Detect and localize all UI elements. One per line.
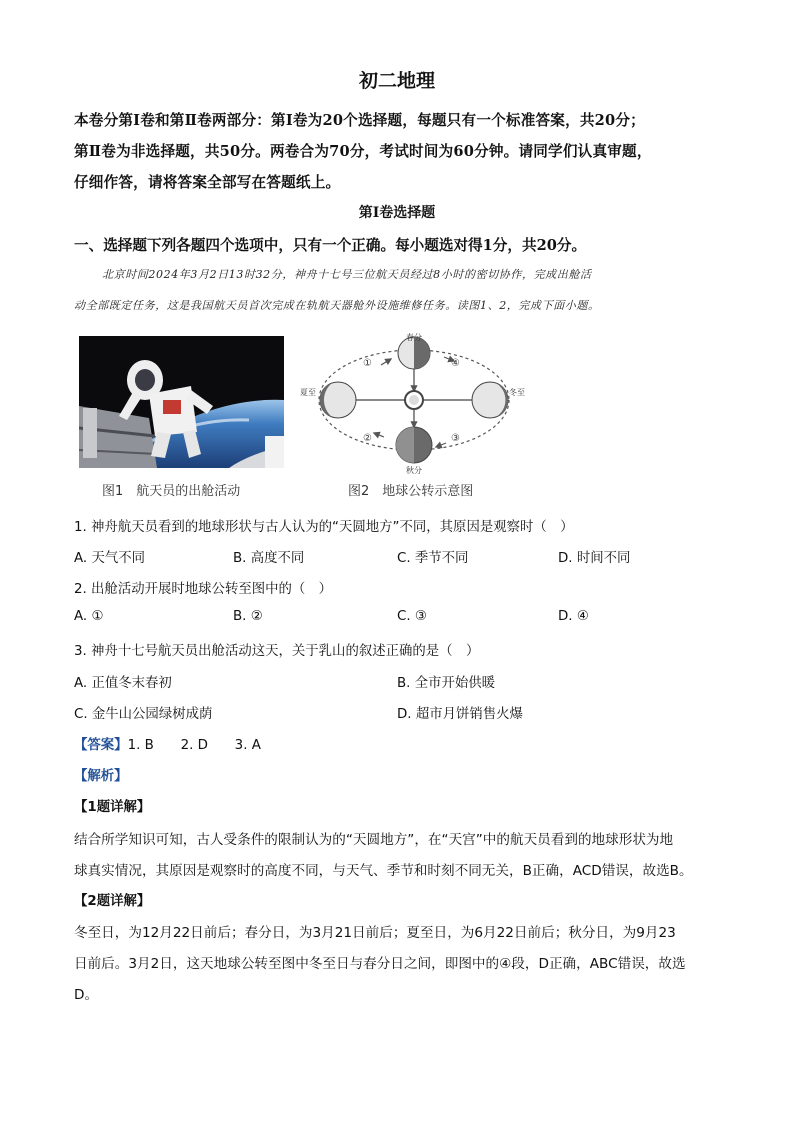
question-2-option-a[interactable]: A. ① [74,609,104,624]
orbit-diagram [296,333,530,475]
detail-2-line-2: 日前后。3月2日，这天地球公转至图中冬至日与春分日之间，即图中的④段，D正确，ABC错误，故选 [74,956,686,972]
answer-line [74,734,261,753]
answer-label: 【答案】 [74,738,128,753]
earth-winter [472,382,508,418]
label-autumn: 秋分 [406,466,422,475]
question-1-option-c[interactable]: C. 季节不同 [397,551,469,566]
astronaut-photo [79,336,284,468]
part-one-heading: 一、选择题下列各题四个选项中，只有一个正确。每小题选对得1分，共20分。 [74,237,587,254]
detail-1-line-1: 结合所学知识可知，古人受条件的限制认为的“天圆地方”，在“天宫”中的航天员看到的地球形状为地 [74,832,674,848]
question-1-option-b[interactable]: B. 高度不同 [233,551,305,566]
question-2-stem: 2. 出舱活动开展时地球公转至图中的（ ） [74,582,333,597]
label-spring: 春分 [406,333,422,342]
orbit-arrow-top-left [381,359,391,365]
question-1-option-d[interactable]: D. 时间不同 [558,551,631,566]
figure1-caption: 图1 航天员的出舱活动 [102,484,241,499]
detail-2-line-3: D。 [74,987,99,1003]
question-2-option-d[interactable]: D. ④ [558,609,589,624]
earth-autumn [396,427,432,463]
astronaut-illustration [79,336,284,468]
section-title: 第Ⅰ卷选择题 [358,205,436,221]
question-3-option-d[interactable]: D. 超市月饼销售火爆 [397,707,523,722]
orbit-arrow-bottom-left [374,433,384,437]
intro-line-3: 仔细作答，请将答案全部写在答题纸上。 [74,174,341,191]
segment-label-4: ④ [451,358,460,369]
figure2-caption: 图2 地球公转示意图 [348,484,474,499]
detail-1-line-2: 球真实情况，其原因是观察时的高度不同，与天气、季节和时刻不同无关，B正确，ACD错误，故选B。 [74,863,693,879]
earth-summer [320,382,356,418]
question-2-option-b[interactable]: B. ② [233,609,263,624]
orbit-arrow-bottom-right [436,443,446,447]
detail-2-line-1: 冬至日，为12月22日前后；春分日，为3月21日前后；夏至日，为6月22日前后；秋分日，为9月23 [74,925,676,941]
analysis-label: 【解析】 [74,769,128,784]
question-3-option-c[interactable]: C. 金牛山公园绿树成荫 [74,707,213,722]
material-line-1: 北京时间2024年3月2日13时32分，神舟十七号三位航天员经过8小时的密切协作，完成出舱活 [102,268,592,281]
segment-label-2: ② [363,433,372,444]
question-3-stem: 3. 神舟十七号航天员出舱活动这天，关于乳山的叙述正确的是（ ） [74,644,480,659]
material-line-2: 动全部既定任务，这是我国航天员首次完成在轨航天器舱外设施维修任务。读图1、2，完成下面小题。 [74,299,600,312]
question-2-option-c[interactable]: C. ③ [397,609,427,624]
detail-2-heading: 【2题详解】 [74,894,151,909]
question-3-option-b[interactable]: B. 全市开始供暖 [397,676,496,691]
question-1-option-a[interactable]: A. 天气不同 [74,551,145,566]
intro-line-1: 本卷分第Ⅰ卷和第Ⅱ卷两部分：第Ⅰ卷为20个选择题，每题只有一个标准答案，共20分； [74,112,645,129]
question-3-option-a[interactable]: A. 正值冬末春初 [74,676,172,691]
label-summer: 夏至 [300,388,316,397]
page-title: 初二地理 [358,70,435,92]
question-1-stem: 1. 神舟航天员看到的地球形状与古人认为的“天圆地方”不同，其原因是观察时（ ） [74,520,574,535]
label-winter: 冬至 [509,388,525,397]
segment-label-3: ③ [451,433,460,444]
answer-text: 1. B 2. D 3. A [127,738,261,753]
intro-line-2: 第Ⅱ卷为非选择题，共50分。两卷合为70分，考试时间为60分钟。请同学们认真审题， [74,143,652,160]
detail-1-heading: 【1题详解】 [74,800,151,815]
sun-core [409,395,419,405]
segment-label-1: ① [363,358,372,369]
